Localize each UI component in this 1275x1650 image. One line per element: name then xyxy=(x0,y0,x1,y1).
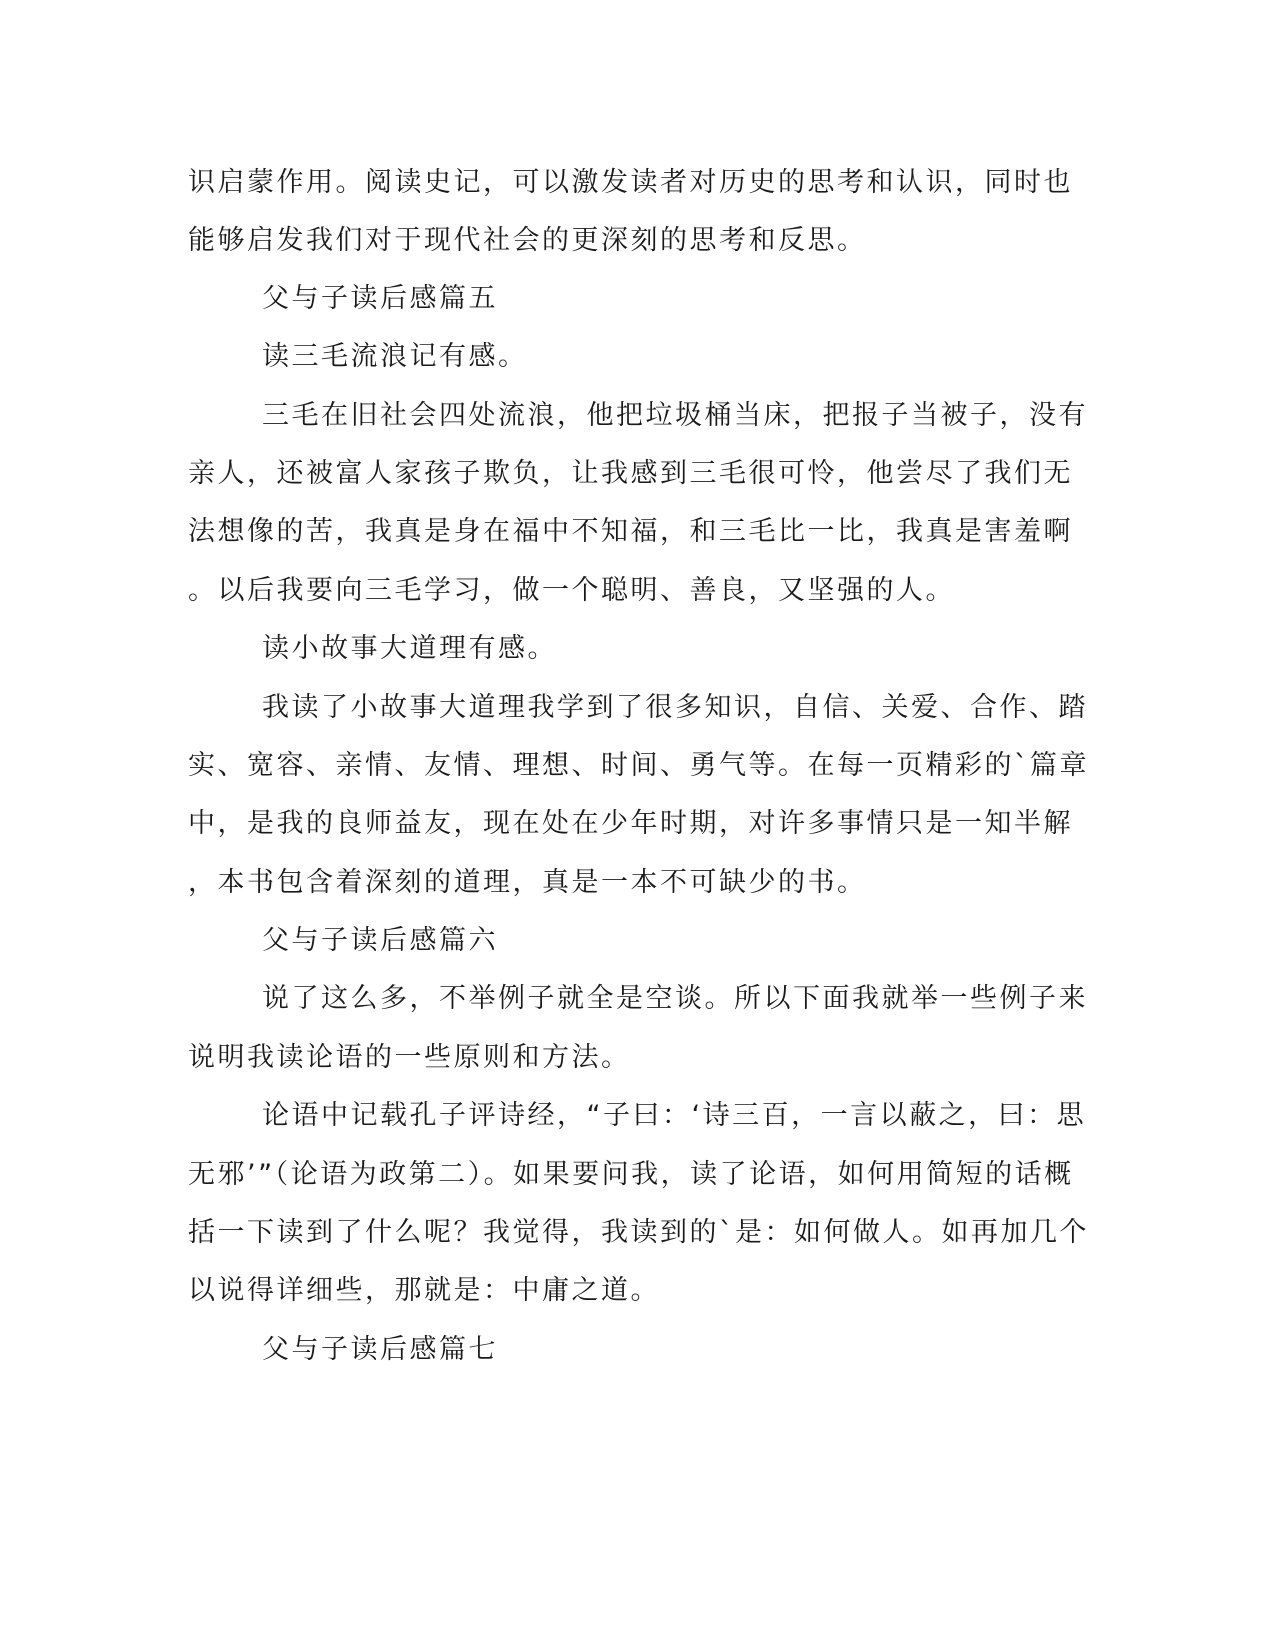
paragraph-line: 无邪’”（论语为政第二）。如果要问我，读了论语，如何用简短的话概 xyxy=(188,1159,1074,1190)
paragraph-line: 括一下读到了什么呢？我觉得，我读到的`是：如何做人。如再加几个 xyxy=(188,1217,1089,1248)
paragraph-line: 识启蒙作用。阅读史记，可以激发读者对历史的思考和认识，同时也 xyxy=(188,167,1073,198)
section-heading-7: 父与子读后感篇七 xyxy=(262,1334,498,1365)
paragraph-line: 中，是我的良师益友，现在处在少年时期，对许多事情只是一知半解 xyxy=(188,808,1073,839)
paragraph-line: 亲人，还被富人家孩子欺负，让我感到三毛很可怜，他尝尽了我们无 xyxy=(188,458,1073,489)
paragraph-line: 。以后我要向三毛学习，做一个聪明、善良，又坚强的人。 xyxy=(188,575,955,606)
paragraph-line: 我读了小故事大道理我学到了很多知识，自信、关爱、合作、踏 xyxy=(262,692,1088,723)
section-heading-6: 父与子读后感篇六 xyxy=(262,925,498,956)
paragraph-line: 实、宽容、亲情、友情、理想、时间、勇气等。在每一页精彩的`篇章 xyxy=(188,750,1089,781)
paragraph-line: 读小故事大道理有感。 xyxy=(262,633,557,664)
paragraph-line: 读三毛流浪记有感。 xyxy=(262,341,528,372)
paragraph-line: 以说得详细些，那就是：中庸之道。 xyxy=(188,1275,660,1306)
paragraph-line: 三毛在旧社会四处流浪，他把垃圾桶当床，把报子当被子，没有 xyxy=(262,400,1088,431)
paragraph-line: 说明我读论语的一些原则和方法。 xyxy=(188,1042,631,1073)
paragraph-line: 论语中记载孔子评诗经，“子曰：‘诗三百，一言以蔽之，曰：思 xyxy=(262,1100,1087,1131)
paragraph-line: 法想像的苦，我真是身在福中不知福，和三毛比一比，我真是害羞啊 xyxy=(188,516,1073,547)
section-heading-5: 父与子读后感篇五 xyxy=(262,283,498,314)
paragraph-line: ，本书包含着深刻的道理，真是一本不可缺少的书。 xyxy=(188,867,867,898)
paragraph-line: 说了这么多，不举例子就全是空谈。所以下面我就举一些例子来 xyxy=(262,983,1088,1014)
paragraph-line: 能够启发我们对于现代社会的更深刻的思考和反思。 xyxy=(188,225,867,256)
